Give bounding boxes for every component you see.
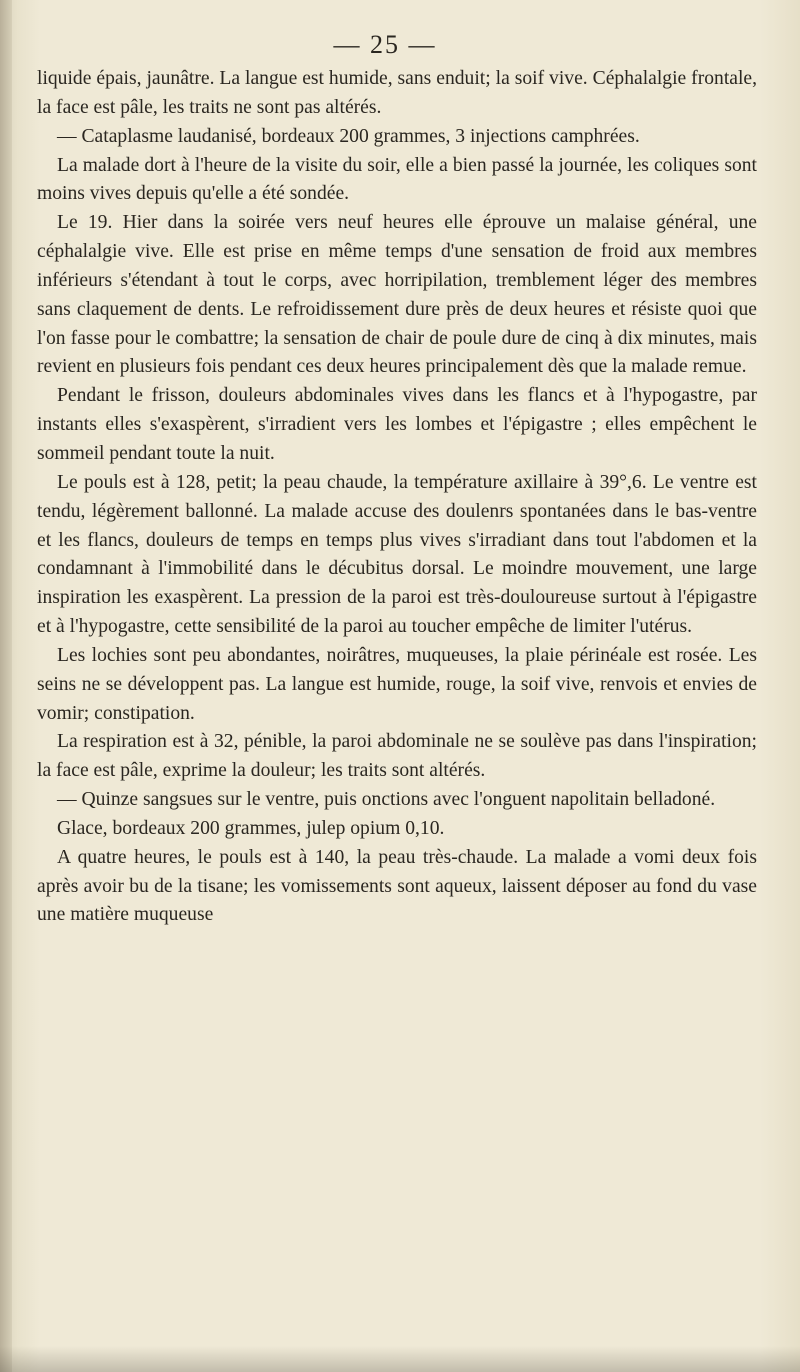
paragraph-treatment-leeches: — Quinze sangsues sur le ventre, puis onctions avec l'onguent napolitain belladoné. [57, 789, 716, 811]
paragraph-day-19: Le 19. Hier dans la soirée vers neuf heures elle éprouve un malaise général, une céphalalgie vive. Elle est prise en même temps d'une sensation de froid aux membres inférieurs s'étendant à tout le corps, avec horripilation, tremblement léger des membres sans claquement de dents. Le refroidissement dure près de deux heures et résiste quoi que l'on fasse pour le combattre; la sensation de chair de poule dure de cinq à dix minutes, mais revient en plusieurs fois pendant ces deux heures principalement dès que la malade remue. [37, 212, 757, 378]
paragraph-lochia: Les lochies sont peu abondantes, noirâtres, muqueuses, la plaie périnéale est rosée. Les seins ne se développent pas. La langue est humide, rouge, la soif vive, renvois et envies de vomir; constipation. [37, 644, 757, 724]
paragraph-four-oclock: A quatre heures, le pouls est à 140, la peau très-chaude. La malade a vomi deux fois après avoir bu de la tisane; les vomissements sont aqueux, laissent déposer au fond du vase une matière muqueuse [37, 846, 757, 926]
page-number: — 25 — [333, 30, 437, 59]
paragraph-continuation: liquide épais, jaunâtre. La langue est humide, sans enduit; la soif vive. Céphalalgie frontale, la face est pâle, les traits ne sont pas altérés. [37, 68, 757, 118]
paragraph-treatment-ice: Glace, bordeaux 200 grammes, julep opium 0,10. [57, 817, 445, 839]
paragraph-treatment-cataplasm: — Cataplasme laudanisé, bordeaux 200 grammes, 3 injections camphrées. [57, 125, 640, 147]
paragraph-shivering-pain: Pendant le frisson, douleurs abdominales vives dans les flancs et à l'hypogastre, par instants elles s'exaspèrent, s'irradient vers les lombes et l'épigastre ; elles empêchent le sommeil pendant toute la nuit. [37, 385, 757, 464]
page-spine-shadow [0, 0, 12, 1372]
paragraph-pulse-temperature: Le pouls est à 128, petit; la peau chaude, la température axillaire à 39°,6. Le ventre est tendu, légèrement ballonné. La malade accuse des doulenrs spontanées dans le bas-ventre et les flancs, douleurs de temps en temps plus vives s'irradiant dans tout l'abdomen et la condamnant à l'immobilité dans le décubitus dorsal. Le moindre mouvement, une large inspiration les exaspèrent. La pression de la paroi est très-douloureuse surtout à l'épigastre et à l'hypogastre, cette sensibilité de la paroi au toucher empêche de limiter l'utérus. [37, 471, 757, 638]
paragraph-evening-visit: La malade dort à l'heure de la visite du soir, elle a bien passé la journée, les coliques sont moins vives depuis qu'elle a été sondée. [37, 154, 757, 205]
page-bottom-shadow [0, 1346, 800, 1372]
page-body-text [37, 65, 757, 930]
paragraph-respiration: La respiration est à 32, pénible, la paroi abdominale ne se soulève pas dans l'inspiration; la face est pâle, exprime la douleur; les traits sont altérés. [37, 731, 757, 782]
